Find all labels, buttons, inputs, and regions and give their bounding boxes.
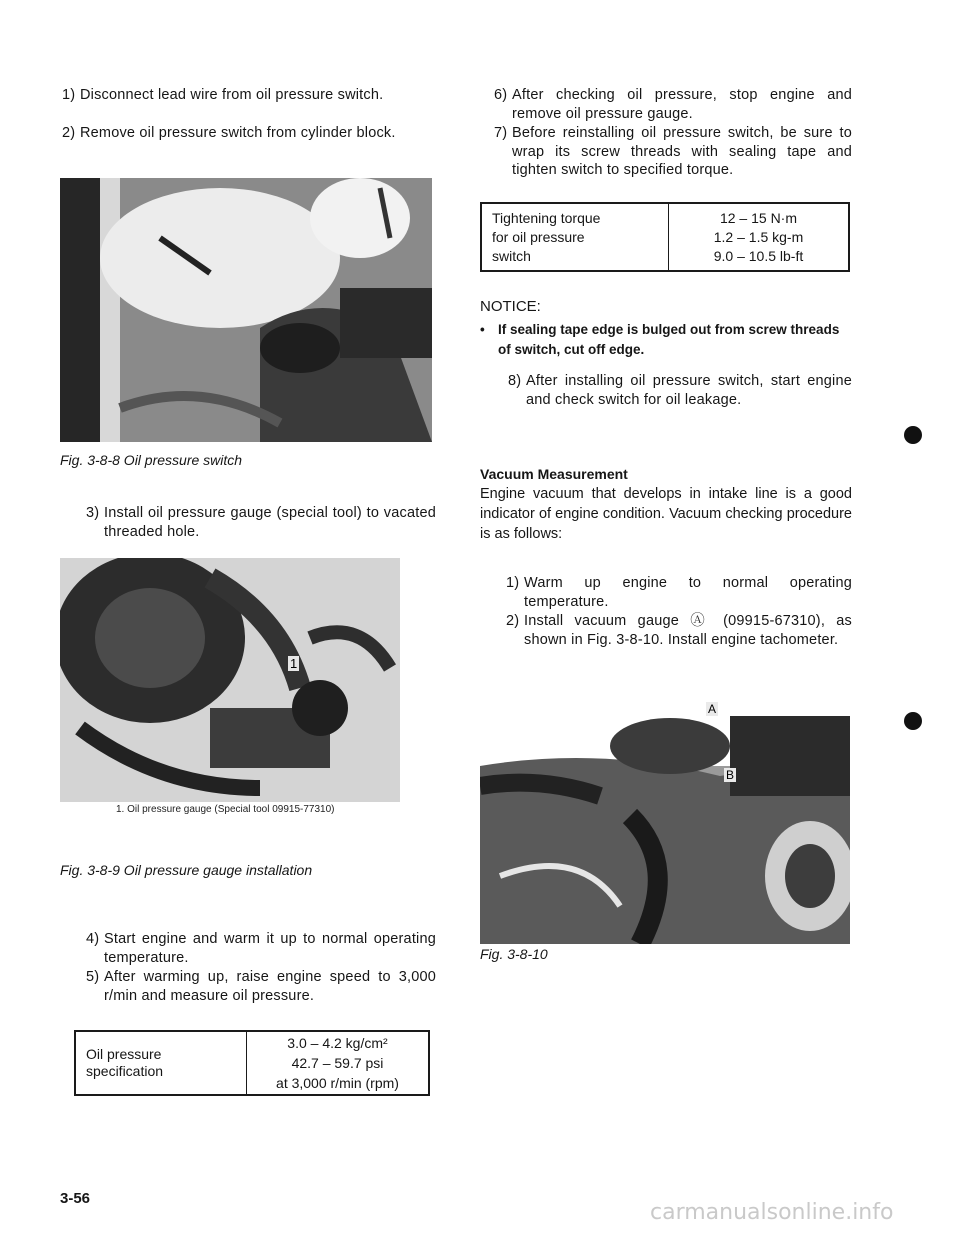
step-text: Install vacuum gauge Ⓐ (09915-67310), as shown in Fig. 3-8-10. Install engine tachometer. xyxy=(524,613,852,648)
spec-value-line: at 3,000 r/min (rpm) xyxy=(276,1075,399,1091)
callout-label-a: A xyxy=(708,702,717,716)
step-text: After installing oil pressure switch, start engine and check switch for oil leakage. xyxy=(526,373,852,408)
vacuum-step-1 xyxy=(506,574,852,611)
figure-caption: Fig. 3-8-8 Oil pressure switch xyxy=(60,452,243,468)
spec-label-line: specification xyxy=(86,1063,164,1079)
step-number: 8) xyxy=(508,373,522,389)
watermark: carmanualsonline.info xyxy=(650,1200,894,1225)
torque-value-line: 12 – 15 N·m xyxy=(719,209,798,226)
step-number: 7) xyxy=(494,125,508,141)
step-8 xyxy=(508,372,852,409)
notice-item xyxy=(480,320,852,360)
notice-title: NOTICE: xyxy=(480,298,541,315)
step-text: Install oil pressure gauge (special tool) to vacated threaded hole. xyxy=(104,505,436,540)
step-number: 2) xyxy=(62,125,76,141)
step-3 xyxy=(86,504,436,541)
step-text: After checking oil pressure, stop engine and remove oil pressure gauge. xyxy=(512,87,852,122)
page-number: 3-56 xyxy=(60,1190,91,1207)
step-text: Warm up engine to normal operating temperature. xyxy=(524,575,852,610)
step-1 xyxy=(62,86,432,105)
oil-pressure-gauge-photo xyxy=(60,558,432,802)
step-number: 4) xyxy=(86,931,100,947)
spec-label-line: Oil pressure xyxy=(86,1046,162,1062)
step-7 xyxy=(494,124,852,180)
notice-bullet: • xyxy=(480,322,485,337)
oil-pressure-switch-photo xyxy=(60,178,432,442)
margin-marker xyxy=(904,426,922,444)
torque-value-cell xyxy=(669,203,850,271)
step-number: 3) xyxy=(86,505,100,521)
spec-value-line: 42.7 – 59.7 psi xyxy=(291,1055,384,1071)
margin-marker xyxy=(904,712,922,730)
figure-caption: Fig. 3-8-9 Oil pressure gauge installation xyxy=(60,862,313,878)
step-6 xyxy=(494,86,852,123)
torque-spec-table xyxy=(480,202,850,272)
step-number: 1) xyxy=(506,575,520,591)
torque-value-line: 9.0 – 10.5 lb-ft xyxy=(713,247,804,264)
vacuum-heading: Vacuum Measurement xyxy=(480,466,628,482)
torque-value-line: 1.2 – 1.5 kg-m xyxy=(713,228,804,245)
torque-label-cell xyxy=(481,203,669,271)
step-number: 5) xyxy=(86,969,100,985)
vacuum-intro: Engine vacuum that develops in intake line is a good indicator of engine condition. Vacuum checking procedure is as follows: xyxy=(480,486,852,542)
step-text: After warming up, raise engine speed to 3,000 r/min and measure oil pressure. xyxy=(104,969,436,1004)
step-5 xyxy=(86,968,436,1005)
figure-caption: Fig. 3-8-10 xyxy=(480,946,548,962)
step-4 xyxy=(86,930,436,967)
step-text: Start engine and warm it up to normal operating temperature. xyxy=(104,931,436,966)
torque-label-line: Tightening torque xyxy=(492,209,601,226)
vacuum-step-2 xyxy=(506,612,852,649)
callout-label-b: B xyxy=(726,768,735,782)
vacuum-gauge-photo xyxy=(480,676,850,944)
step-text: Remove oil pressure switch from cylinder block. xyxy=(80,125,396,141)
step-2 xyxy=(62,124,432,143)
step-number: 2) xyxy=(506,613,520,629)
figure-legend: 1. Oil pressure gauge (Special tool 09915-77310) xyxy=(116,804,335,815)
spec-value-cell xyxy=(247,1031,430,1095)
spec-value-line: 3.0 – 4.2 kg/cm² xyxy=(287,1035,388,1051)
step-number: 6) xyxy=(494,87,508,103)
step-text: Disconnect lead wire from oil pressure switch. xyxy=(80,87,384,103)
callout-number: 1 xyxy=(290,656,298,671)
step-number: 1) xyxy=(62,87,76,103)
notice-text: If sealing tape edge is bulged out from screw threads of switch, cut off edge. xyxy=(498,322,840,357)
spec-label-cell xyxy=(75,1031,247,1095)
oil-pressure-spec-table xyxy=(74,1030,430,1096)
step-text: Before reinstalling oil pressure switch, be sure to wrap its screw threads with sealing tape and tighten switch to specified torque. xyxy=(512,125,852,178)
torque-label-line: switch xyxy=(492,247,531,264)
torque-label-line: for oil pressure xyxy=(492,228,585,245)
